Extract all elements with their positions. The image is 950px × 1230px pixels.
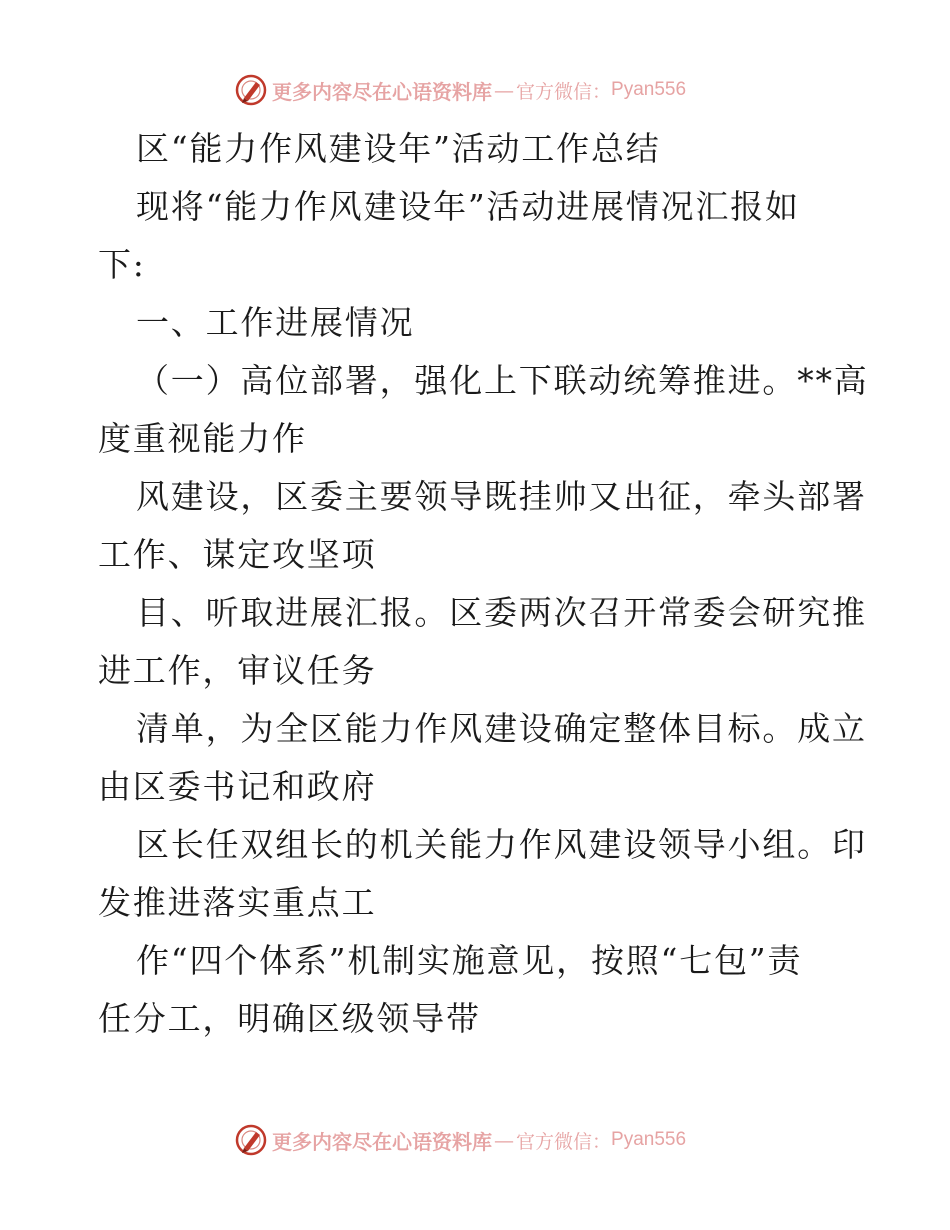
pen-logo-icon [234,73,268,107]
doc-line: 度重视能力作 [98,419,307,458]
banner-wechat-id: Pyan556 [611,1129,687,1150]
doc-line: 工作、谋定攻坚项 [98,535,377,574]
document-body [98,120,869,1048]
doc-line: （一）高位部署，强化上下联动统筹推进。**高 [136,361,869,400]
doc-line: 一、工作进展情况 [136,303,415,342]
banner-dash: — [494,1128,514,1152]
banner-main-text: 更多内容尽在心语资料库 [272,1129,492,1154]
banner-official-label: 官方微信： [516,80,612,103]
doc-line: 风建设，区委主要领导既挂帅又出征，牵头部署 [136,477,867,516]
banner-wechat-id: Pyan556 [611,79,687,100]
doc-line: 进工作，审议任务 [98,651,377,690]
doc-line: 目、听取进展汇报。区委两次召开常委会研究推 [136,593,867,632]
doc-line: 区“能力作风建设年”活动工作总结 [136,129,661,168]
doc-line: 下: [98,245,146,284]
doc-line: 现将“能力作风建设年”活动进展情况汇报如 [136,187,800,226]
doc-line: 清单，为全区能力作风建设确定整体目标。成立 [136,709,867,748]
doc-line: 由区委书记和政府 [98,767,377,806]
pen-logo-icon [234,1123,268,1157]
banner-official-label: 官方微信： [516,1130,612,1153]
header-watermark-banner [234,72,686,108]
doc-line: 发推进落实重点工 [98,883,377,922]
banner-dash: — [494,78,514,102]
doc-line: 作“四个体系”机制实施意见，按照“七包”责 [136,941,803,980]
banner-main-text: 更多内容尽在心语资料库 [272,79,492,104]
footer-watermark-banner [234,1122,686,1158]
doc-line: 区长任双组长的机关能力作风建设领导小组。印 [136,825,867,864]
doc-line: 任分工，明确区级领导带 [98,999,481,1038]
